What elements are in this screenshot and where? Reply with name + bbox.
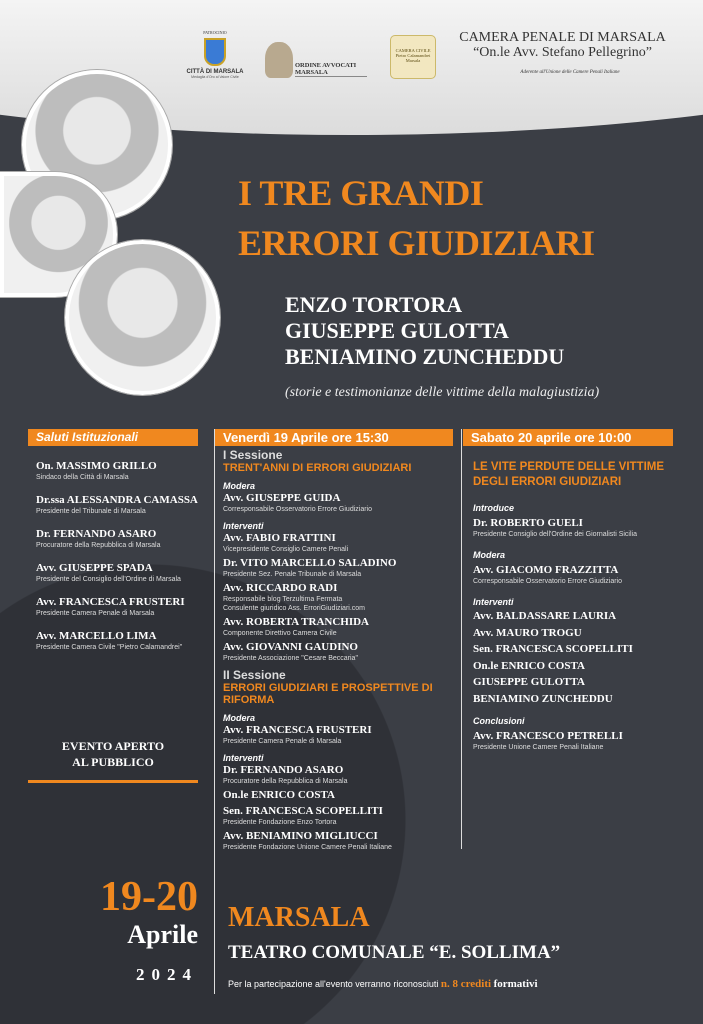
person-role: Corresponsabile Osservatorio Errore Giudiziario (223, 506, 373, 513)
person-role: Presidente del Tribunale di Marsala (36, 508, 146, 515)
saturday-column (463, 429, 673, 752)
person-entry (223, 641, 453, 663)
friday-header: Venerdì 19 Aprile ore 15:30 (215, 429, 453, 446)
person-entry (223, 764, 453, 786)
person-entry (223, 789, 453, 802)
date-block: 19-20 Aprile 2024 (100, 874, 198, 984)
modera-label: Modera (473, 550, 506, 560)
divider (28, 780, 198, 783)
person-name: Avv. GIUSEPPE SPADA (36, 562, 153, 574)
person-entry (36, 630, 198, 652)
event-title: I TRE GRANDI ERRORI GIUDIZIARI (238, 173, 595, 263)
friday-column (215, 429, 453, 855)
person-name: Avv. RICCARDO RADI (223, 582, 338, 594)
person-entry (36, 494, 198, 516)
person-name: Dr. VITO MARCELLO SALADINO (223, 557, 397, 569)
person-name: Avv. BENIAMINO MIGLIUCCI (223, 830, 378, 842)
camera-civile-logo: CAMERA CIVILE Pietro Calamandrei Marsala (390, 35, 436, 79)
person-name: Sen. FRANCESCA SCOPELLITI (473, 643, 633, 655)
person-role: Presidente Unione Camere Penali Italiane (473, 744, 604, 751)
person-entry (223, 830, 453, 852)
conclusioni-label: Conclusioni (473, 716, 525, 726)
person-name: On.le ENRICO COSTA (473, 659, 585, 672)
person-name: Dr. FERNANDO ASARO (223, 764, 344, 776)
person-name: Avv. ROBERTA TRANCHIDA (223, 616, 369, 628)
person-entry (223, 724, 453, 746)
ordine-bust-icon (265, 42, 293, 78)
person-name: On. MASSIMO GRILLO (36, 460, 157, 472)
person-role: Presidente Fondazione Unione Camere Penali Italiane (223, 844, 392, 851)
person-entry (36, 528, 198, 550)
person-role: Presidente Fondazione Enzo Tortora (223, 819, 337, 826)
saluti-column (28, 429, 198, 664)
person-role: Corresponsabile Osservatorio Errore Giudiziario (473, 578, 623, 585)
city-name: MARSALA (228, 902, 370, 933)
introduce-label: Introduce (473, 503, 515, 513)
person-name: Avv. FABIO FRATTINI (223, 532, 336, 544)
person-role: Presidente Camera Penale di Marsala (223, 738, 342, 745)
interventi-label: Interventi (223, 753, 264, 763)
saturday-header: Sabato 20 aprile ore 10:00 (463, 429, 673, 446)
credits-note: Per la partecipazione all'evento verranno riconosciuti n. 8 crediti formativi (228, 978, 538, 990)
person-name: Avv. MARCELLO LIMA (36, 630, 157, 642)
modera-label: Modera (223, 481, 256, 491)
person-name: Avv. BALDASSARE LAURIA (473, 610, 617, 622)
saluti-header: Saluti Istituzionali (28, 429, 198, 446)
ordine-logo-text: ORDINE AVVOCATI MARSALA (295, 62, 367, 77)
person-entry (223, 532, 453, 554)
event-subtitle: (storie e testimonianze delle vittime della malagiustizia) (285, 385, 600, 400)
divider (461, 429, 462, 849)
person-name: Dr. FERNANDO ASARO (36, 528, 157, 540)
person-role: Consulente giuridico Ass. ErroriGiudiziari.com (223, 605, 365, 612)
person-role: Procuratore della Repubblica di Marsala (36, 542, 161, 549)
person-name: Avv. GIUSEPPE GUIDA (223, 492, 341, 504)
city-crest-icon (204, 38, 226, 66)
person-name: Avv. FRANCESCO PETRELLI (473, 730, 623, 742)
person-role: Presidente Camera Civile "Pietro Calamandrei" (36, 644, 183, 651)
session-label: II Sessione (223, 668, 286, 682)
person-name: Avv. FRANCESCA FRUSTERI (223, 724, 372, 736)
person-role: Responsabile blog Terzultima Fermata (223, 596, 343, 603)
portrait-beniamino-zuncheddu (65, 240, 220, 395)
person-entry (223, 582, 453, 613)
person-entry (36, 460, 198, 482)
adherent-text: Aderente all'Unione delle Camere Penali Italiane (520, 70, 620, 75)
person-role: Sindaco della Città di Marsala (36, 474, 129, 481)
person-role: Procuratore della Repubblica di Marsala (223, 778, 348, 785)
camera-penale-title: CAMERA PENALE DI MARSALA (459, 30, 666, 45)
session-title: LE VITE PERDUTE DELLE VITTIME DEGLI ERRORI GIUDIZIARI (473, 461, 665, 488)
person-name: Avv. MAURO TROGU (473, 626, 582, 639)
person-name: BENIAMINO ZUNCHEDDU (473, 692, 613, 705)
session-title: ERRORI GIUDIZIARI E PROSPETTIVE DI RIFORMA (223, 682, 433, 706)
person-name: Avv. GIACOMO FRAZZITTA (473, 564, 619, 576)
venue-name: TEATRO COMUNALE “E. SOLLIMA” (228, 942, 561, 963)
person-entry (473, 517, 673, 539)
session-label: I Sessione (223, 448, 283, 462)
city-logo: PATROCINIO CITTÀ DI MARSALA Medaglia d'Oro al Valore Civile (186, 30, 244, 79)
person-role: Presidente Camera Penale di Marsala (36, 610, 155, 617)
person-entry (223, 805, 453, 827)
person-entry (473, 564, 673, 586)
interventi-label: Interventi (223, 521, 264, 531)
interventi-label: Interventi (473, 597, 514, 607)
person-role: Presidente Consiglio dell'Ordine dei Giornalisti Sicilia (473, 531, 637, 538)
person-name: Dr.ssa ALESSANDRA CAMASSA (36, 494, 198, 506)
person-entry (223, 616, 453, 638)
open-event-notice: EVENTO APERTO AL PUBBLICO (61, 739, 165, 769)
camera-penale-subtitle: “On.le Avv. Stefano Pellegrino” (473, 45, 652, 60)
person-role: Componente Direttivo Camera Civile (223, 630, 337, 637)
person-role: Presidente Associazione "Cesare Beccaria" (223, 655, 358, 662)
person-role: Presidente Sez. Penale Tribunale di Marsala (223, 571, 362, 578)
person-entry (36, 596, 198, 618)
person-entry (473, 730, 673, 752)
person-name: Avv. FRANCESCA FRUSTERI (36, 596, 185, 608)
person-name: Sen. FRANCESCA SCOPELLITI (223, 805, 383, 817)
session-title: TRENT'ANNI DI ERRORI GIUDIZIARI (223, 462, 412, 474)
person-name: Avv. GIOVANNI GAUDINO (223, 641, 358, 653)
person-role: Presidente del Consiglio dell'Ordine di Marsala (36, 576, 181, 583)
person-name: GIUSEPPE GULOTTA (473, 676, 585, 688)
person-role: Vicepresidente Consiglio Camere Penali (223, 546, 349, 553)
modera-label: Modera (223, 713, 256, 723)
person-name: Dr. ROBERTO GUELI (473, 517, 583, 529)
person-entry (223, 492, 453, 514)
person-entry (223, 557, 453, 579)
person-name: On.le ENRICO COSTA (223, 789, 335, 801)
person-entry (36, 562, 198, 584)
victim-names: ENZO TORTORA GIUSEPPE GULOTTA BENIAMINO ZUNCHEDDU (285, 292, 565, 369)
